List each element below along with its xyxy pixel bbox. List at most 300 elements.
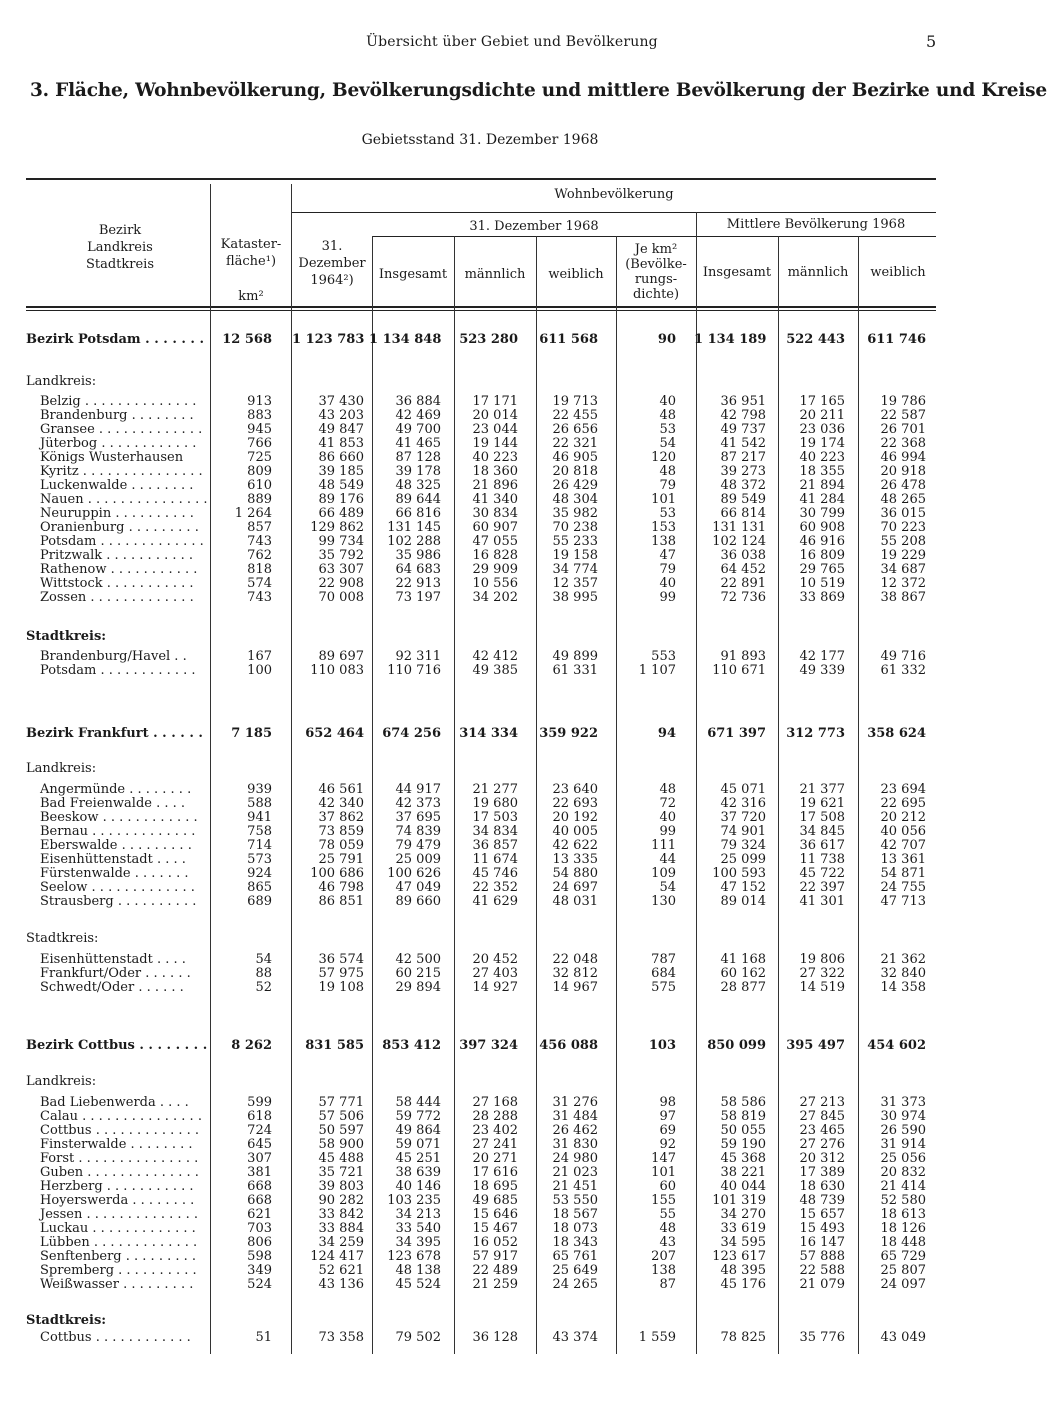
row-name: Herzberg . . . . . . . . . . .: [40, 1179, 194, 1194]
cell-katasterflaeche: 88: [255, 966, 272, 981]
table-row: [0, 981, 1024, 995]
cell-weiblich-mittel: 358 624: [867, 726, 926, 741]
cell-dez-1964: 49 847: [318, 422, 364, 437]
cell-dichte: 575: [651, 980, 676, 995]
row-name: Schwedt/Oder . . . . . .: [40, 980, 184, 995]
table-subtitle: [0, 132, 960, 148]
cell-dez-1964: 73 358: [318, 1330, 364, 1345]
cell-insgesamt-1968: 92 311: [395, 649, 441, 664]
cell-katasterflaeche: 668: [247, 1193, 272, 1208]
header-dichte-line4: dichte): [632, 287, 680, 302]
cell-maennlich-1968: 36 128: [472, 1330, 518, 1345]
row-name: Bad Liebenwerda . . . .: [40, 1095, 189, 1110]
section-label: Stadtkreis:: [26, 931, 99, 946]
cell-insgesamt-mittel: 74 901: [720, 824, 766, 839]
cell-dez-1964: 110 083: [310, 663, 364, 678]
cell-dez-1964: 39 185: [318, 464, 364, 479]
cell-maennlich-1968: 36 857: [472, 838, 518, 853]
cell-insgesamt-mittel: 28 877: [720, 980, 766, 995]
cell-insgesamt-mittel: 1 134 189: [694, 332, 767, 347]
cell-insgesamt-1968: 89 660: [395, 894, 441, 909]
cell-insgesamt-mittel: 110 671: [712, 663, 766, 678]
table-row: [0, 395, 1024, 409]
cell-insgesamt-mittel: 66 814: [720, 506, 766, 521]
cell-maennlich-1968: 27 168: [472, 1095, 518, 1110]
cell-dez-1964: 73 859: [318, 824, 364, 839]
cell-dichte: 92: [659, 1137, 676, 1152]
header-bezirk: [40, 222, 200, 273]
cell-weiblich-mittel: 32 840: [880, 966, 926, 981]
header-dichte-line1: Je km²: [634, 242, 678, 257]
cell-maennlich-1968: 523 280: [459, 332, 518, 347]
cell-weiblich-1968: 53 550: [552, 1193, 598, 1208]
cell-dez-1964: 1 123 783: [292, 332, 365, 347]
cell-katasterflaeche: 645: [247, 1137, 272, 1152]
row-name: Weißwasser . . . . . . . . .: [40, 1277, 194, 1292]
cell-katasterflaeche: 945: [247, 422, 272, 437]
cell-dez-1964: 35 792: [318, 548, 364, 563]
row-name: Wittstock . . . . . . . . . . .: [40, 576, 194, 591]
cell-insgesamt-1968: 38 639: [395, 1165, 441, 1180]
cell-dez-1964: 831 585: [305, 1038, 364, 1053]
cell-katasterflaeche: 52: [255, 980, 272, 995]
cell-maennlich-1968: 27 403: [472, 966, 518, 981]
cell-katasterflaeche: 621: [247, 1207, 272, 1222]
table-row: [0, 664, 1024, 678]
row-name: Potsdam . . . . . . . . . . . . .: [40, 534, 204, 549]
cell-dichte: 48: [659, 464, 676, 479]
cell-dichte: 111: [651, 838, 676, 853]
cell-weiblich-1968: 26 462: [552, 1123, 598, 1138]
cell-katasterflaeche: 689: [247, 894, 272, 909]
cell-insgesamt-mittel: 33 619: [720, 1221, 766, 1236]
cell-insgesamt-mittel: 42 316: [720, 796, 766, 811]
cell-insgesamt-1968: 42 500: [395, 952, 441, 967]
table-row: [0, 465, 1024, 479]
row-name: Bad Freienwalde . . . .: [40, 796, 186, 811]
cell-katasterflaeche: 818: [247, 562, 272, 577]
cell-maennlich-1968: 42 412: [472, 649, 518, 664]
cell-weiblich-mittel: 43 049: [880, 1330, 926, 1345]
table-row: [0, 1264, 1024, 1278]
cell-dez-1964: 89 176: [318, 492, 364, 507]
table-row: [0, 1331, 1024, 1345]
cell-dez-1964: 39 803: [318, 1179, 364, 1194]
row-name: Bezirk Potsdam . . . . . . .: [26, 332, 205, 347]
cell-dez-1964: 78 059: [318, 838, 364, 853]
cell-dichte: 120: [651, 450, 676, 465]
header-katasterflaeche: [211, 236, 291, 305]
cell-insgesamt-1968: 49 864: [395, 1123, 441, 1138]
cell-dez-1964: 66 489: [318, 506, 364, 521]
header-bezirk-line1: Bezirk: [98, 223, 142, 238]
cell-katasterflaeche: 307: [247, 1151, 272, 1166]
cell-dichte: 553: [651, 649, 676, 664]
cell-insgesamt-mittel: 87 217: [720, 450, 766, 465]
cell-katasterflaeche: 524: [247, 1277, 272, 1292]
cell-katasterflaeche: 889: [247, 492, 272, 507]
row-name: Königs Wusterhausen: [40, 450, 184, 465]
cell-katasterflaeche: 857: [247, 520, 272, 535]
cell-weiblich-mittel: 48 265: [880, 492, 926, 507]
header-bezirk-line3: Stadtkreis: [85, 257, 155, 272]
cell-maennlich-mittel: 33 869: [799, 590, 845, 605]
page-number: 5: [926, 32, 937, 51]
cell-katasterflaeche: 51: [255, 1330, 272, 1345]
table-row: [0, 591, 1024, 605]
cell-weiblich-1968: 48 304: [552, 492, 598, 507]
cell-katasterflaeche: 618: [247, 1109, 272, 1124]
cell-dez-1964: 89 697: [318, 649, 364, 664]
cell-maennlich-mittel: 11 738: [799, 852, 845, 867]
cell-weiblich-mittel: 55 208: [880, 534, 926, 549]
cell-insgesamt-1968: 41 465: [395, 436, 441, 451]
cell-maennlich-1968: 41 340: [472, 492, 518, 507]
row-name: Oranienburg . . . . . . . . .: [40, 520, 199, 535]
cell-weiblich-1968: 19 158: [552, 548, 598, 563]
cell-insgesamt-mittel: 39 273: [720, 464, 766, 479]
cell-insgesamt-mittel: 41 542: [720, 436, 766, 451]
row-name: Spremberg . . . . . . . . . .: [40, 1263, 197, 1278]
cell-weiblich-mittel: 65 729: [880, 1249, 926, 1264]
cell-insgesamt-mittel: 25 099: [720, 852, 766, 867]
cell-insgesamt-1968: 58 444: [395, 1095, 441, 1110]
cell-maennlich-mittel: 21 079: [799, 1277, 845, 1292]
cell-weiblich-mittel: 24 755: [880, 880, 926, 895]
header-bottom-rule: [26, 306, 936, 308]
cell-dichte: 43: [659, 1235, 676, 1250]
cell-maennlich-1968: 49 685: [472, 1193, 518, 1208]
cell-weiblich-1968: 25 649: [552, 1263, 598, 1278]
cell-katasterflaeche: 939: [247, 782, 272, 797]
cell-maennlich-mittel: 18 355: [799, 464, 845, 479]
cell-weiblich-1968: 31 830: [552, 1137, 598, 1152]
cell-insgesamt-mittel: 38 221: [720, 1165, 766, 1180]
row-name: Jessen . . . . . . . . . . . . . .: [40, 1207, 199, 1222]
cell-insgesamt-mittel: 48 395: [720, 1263, 766, 1278]
cell-dez-1964: 57 975: [318, 966, 364, 981]
cell-dez-1964: 129 862: [310, 520, 364, 535]
cell-dichte: 155: [651, 1193, 676, 1208]
cell-weiblich-1968: 18 567: [552, 1207, 598, 1222]
cell-weiblich-mittel: 18 126: [880, 1221, 926, 1236]
header-insgesamt: Insgesamt: [378, 267, 448, 282]
header-kataster-line2: fläche¹): [225, 254, 277, 269]
cell-dez-1964: 43 203: [318, 408, 364, 423]
cell-dichte: 153: [651, 520, 676, 535]
table-row: [0, 493, 1024, 507]
cell-maennlich-1968: 10 556: [472, 576, 518, 591]
cell-insgesamt-mittel: 50 055: [720, 1123, 766, 1138]
cell-weiblich-1968: 22 321: [552, 436, 598, 451]
cell-weiblich-1968: 55 233: [552, 534, 598, 549]
cell-katasterflaeche: 725: [247, 450, 272, 465]
cell-katasterflaeche: 668: [247, 1179, 272, 1194]
cell-maennlich-mittel: 22 588: [799, 1263, 845, 1278]
row-name: Forst . . . . . . . . . . . . . . .: [40, 1151, 199, 1166]
row-name: Rathenow . . . . . . . . . . .: [40, 562, 198, 577]
cell-katasterflaeche: 7 185: [231, 726, 272, 741]
cell-dichte: 99: [659, 824, 676, 839]
cell-katasterflaeche: 1 264: [234, 506, 272, 521]
cell-maennlich-1968: 34 202: [472, 590, 518, 605]
header-rule-wohn: [292, 212, 936, 213]
table-row: [0, 1166, 1024, 1180]
cell-insgesamt-mittel: 49 737: [720, 422, 766, 437]
cell-weiblich-mittel: 47 713: [880, 894, 926, 909]
cell-katasterflaeche: 349: [247, 1263, 272, 1278]
cell-dichte: 87: [659, 1277, 676, 1292]
cell-weiblich-1968: 20 818: [552, 464, 598, 479]
cell-maennlich-mittel: 49 339: [799, 663, 845, 678]
cell-insgesamt-mittel: 101 319: [712, 1193, 766, 1208]
cell-maennlich-mittel: 40 223: [799, 450, 845, 465]
table-row: [0, 1124, 1024, 1138]
cell-weiblich-1968: 70 238: [552, 520, 598, 535]
table-title: 3. Fläche, Wohnbevölkerung, Bevölkerungsdichte und mittlere Bevölkerung der Bezirke und Kreise: [30, 80, 1047, 101]
cell-weiblich-mittel: 40 056: [880, 824, 926, 839]
table-row: [0, 881, 1024, 895]
cell-dichte: 130: [651, 894, 676, 909]
cell-katasterflaeche: 743: [247, 590, 272, 605]
cell-weiblich-1968: 31 276: [552, 1095, 598, 1110]
row-name: Neuruppin . . . . . . . . . .: [40, 506, 194, 521]
cell-weiblich-mittel: 31 914: [880, 1137, 926, 1152]
cell-weiblich-mittel: 25 056: [880, 1151, 926, 1166]
cell-dichte: 53: [659, 422, 676, 437]
header-dez-1968: 31. Dezember 1968: [469, 219, 599, 234]
cell-weiblich-mittel: 21 414: [880, 1179, 926, 1194]
table-row: [0, 839, 1024, 853]
cell-dez-1964: 86 660: [318, 450, 364, 465]
cell-katasterflaeche: 806: [247, 1235, 272, 1250]
cell-insgesamt-1968: 59 071: [395, 1137, 441, 1152]
header-kataster-line1: Kataster-: [220, 237, 282, 252]
cell-insgesamt-1968: 37 695: [395, 810, 441, 825]
cell-dichte: 98: [659, 1095, 676, 1110]
table-row: [0, 423, 1024, 437]
cell-dichte: 53: [659, 506, 676, 521]
cell-weiblich-1968: 26 429: [552, 478, 598, 493]
cell-maennlich-1968: 18 695: [472, 1179, 518, 1194]
cell-weiblich-1968: 20 192: [552, 810, 598, 825]
cell-katasterflaeche: 703: [247, 1221, 272, 1236]
header-dez-1964: [292, 238, 372, 289]
cell-insgesamt-1968: 33 540: [395, 1221, 441, 1236]
cell-weiblich-1968: 359 922: [539, 726, 598, 741]
row-name: Bezirk Frankfurt . . . . . .: [26, 726, 203, 741]
cell-dez-1964: 37 430: [318, 394, 364, 409]
cell-maennlich-mittel: 15 493: [799, 1221, 845, 1236]
table-row: [0, 853, 1024, 867]
row-name: Kyritz . . . . . . . . . . . . . . .: [40, 464, 203, 479]
cell-dez-1964: 48 549: [318, 478, 364, 493]
cell-katasterflaeche: 54: [255, 952, 272, 967]
cell-weiblich-1968: 19 713: [552, 394, 598, 409]
cell-insgesamt-1968: 102 288: [387, 534, 441, 549]
cell-weiblich-mittel: 52 580: [880, 1193, 926, 1208]
cell-weiblich-1968: 24 697: [552, 880, 598, 895]
cell-dez-1964: 70 008: [318, 590, 364, 605]
cell-maennlich-1968: 19 144: [472, 436, 518, 451]
cell-dez-1964: 33 842: [318, 1207, 364, 1222]
row-name: Brandenburg . . . . . . . .: [40, 408, 194, 423]
cell-weiblich-1968: 65 761: [552, 1249, 598, 1264]
row-name: Fürstenwalde . . . . . . .: [40, 866, 189, 881]
cell-dichte: 101: [651, 492, 676, 507]
table-row: [0, 967, 1024, 981]
cell-insgesamt-mittel: 45 368: [720, 1151, 766, 1166]
cell-maennlich-mittel: 23 036: [799, 422, 845, 437]
table-row: [0, 521, 1024, 535]
cell-weiblich-1968: 21 023: [552, 1165, 598, 1180]
cell-dichte: 79: [659, 562, 676, 577]
cell-katasterflaeche: 12 568: [222, 332, 272, 347]
cell-dez-1964: 58 900: [318, 1137, 364, 1152]
cell-weiblich-mittel: 46 994: [880, 450, 926, 465]
header-wohnbevoelkerung: Wohnbevölkerung: [554, 187, 674, 202]
cell-maennlich-mittel: 42 177: [799, 649, 845, 664]
cell-insgesamt-1968: 100 626: [387, 866, 441, 881]
cell-dez-1964: 124 417: [310, 1249, 364, 1264]
header-maennlich-mittel: männlich: [787, 265, 849, 280]
cell-weiblich-1968: 49 899: [552, 649, 598, 664]
cell-dez-1964: 52 621: [318, 1263, 364, 1278]
table-row: [0, 650, 1024, 664]
cell-insgesamt-1968: 79 502: [395, 1330, 441, 1345]
cell-katasterflaeche: 724: [247, 1123, 272, 1138]
cell-weiblich-1968: 48 031: [552, 894, 598, 909]
cell-dez-1964: 100 686: [310, 866, 364, 881]
cell-maennlich-mittel: 45 722: [799, 866, 845, 881]
cell-insgesamt-mittel: 91 893: [720, 649, 766, 664]
table-row: [0, 535, 1024, 549]
cell-maennlich-mittel: 19 621: [799, 796, 845, 811]
cell-maennlich-1968: 20 452: [472, 952, 518, 967]
header-rule-sub: [372, 236, 936, 237]
cell-weiblich-mittel: 20 918: [880, 464, 926, 479]
cell-maennlich-1968: 28 288: [472, 1109, 518, 1124]
cell-weiblich-1968: 13 335: [552, 852, 598, 867]
table-row: [0, 1208, 1024, 1222]
header-dichte-line3: rungs-: [634, 272, 678, 287]
cell-maennlich-mittel: 16 809: [799, 548, 845, 563]
cell-weiblich-1968: 18 073: [552, 1221, 598, 1236]
header-weiblich: weiblich: [548, 267, 604, 282]
cell-insgesamt-1968: 48 138: [395, 1263, 441, 1278]
cell-weiblich-mittel: 14 358: [880, 980, 926, 995]
cell-weiblich-1968: 40 005: [552, 824, 598, 839]
cell-maennlich-1968: 18 360: [472, 464, 518, 479]
cell-maennlich-1968: 19 680: [472, 796, 518, 811]
table-row: [0, 549, 1024, 563]
cell-maennlich-mittel: 14 519: [799, 980, 845, 995]
cell-maennlich-1968: 14 927: [472, 980, 518, 995]
cell-dez-1964: 41 853: [318, 436, 364, 451]
cell-insgesamt-1968: 47 049: [395, 880, 441, 895]
cell-katasterflaeche: 924: [247, 866, 272, 881]
cell-maennlich-1968: 11 674: [472, 852, 518, 867]
cell-katasterflaeche: 100: [247, 663, 272, 678]
cell-maennlich-mittel: 30 799: [799, 506, 845, 521]
table-row: [0, 1236, 1024, 1250]
cell-insgesamt-1968: 123 678: [387, 1249, 441, 1264]
subtitle-text: Gebietsstand 31. Dezember 1968: [361, 132, 599, 148]
cell-dichte: 40: [659, 576, 676, 591]
cell-maennlich-1968: 20 271: [472, 1151, 518, 1166]
cell-maennlich-mittel: 16 147: [799, 1235, 845, 1250]
cell-weiblich-mittel: 18 448: [880, 1235, 926, 1250]
cell-weiblich-1968: 24 980: [552, 1151, 598, 1166]
cell-insgesamt-1968: 110 716: [387, 663, 441, 678]
row-name: Calau . . . . . . . . . . . . . . .: [40, 1109, 202, 1124]
table-row: [0, 895, 1024, 909]
cell-maennlich-1968: 16 828: [472, 548, 518, 563]
row-name: Finsterwalde . . . . . . . .: [40, 1137, 193, 1152]
cell-weiblich-mittel: 12 372: [880, 576, 926, 591]
cell-dichte: 97: [659, 1109, 676, 1124]
cell-dez-1964: 42 340: [318, 796, 364, 811]
cell-dichte: 787: [651, 952, 676, 967]
cell-weiblich-mittel: 34 687: [880, 562, 926, 577]
cell-weiblich-1968: 24 265: [552, 1277, 598, 1292]
cell-maennlich-mittel: 17 389: [799, 1165, 845, 1180]
cell-dez-1964: 35 721: [318, 1165, 364, 1180]
cell-weiblich-mittel: 22 695: [880, 796, 926, 811]
table-row: [0, 867, 1024, 881]
cell-weiblich-1968: 12 357: [552, 576, 598, 591]
cell-insgesamt-mittel: 34 595: [720, 1235, 766, 1250]
row-name: Brandenburg/Havel . .: [40, 649, 187, 664]
cell-insgesamt-1968: 44 917: [395, 782, 441, 797]
row-name: Zossen . . . . . . . . . . . . .: [40, 590, 194, 605]
cell-maennlich-1968: 27 241: [472, 1137, 518, 1152]
cell-katasterflaeche: 809: [247, 464, 272, 479]
cell-dichte: 147: [651, 1151, 676, 1166]
cell-insgesamt-mittel: 42 798: [720, 408, 766, 423]
cell-weiblich-mittel: 30 974: [880, 1109, 926, 1124]
cell-maennlich-mittel: 20 211: [799, 408, 845, 423]
section-label: Landkreis:: [26, 761, 97, 776]
cell-dez-1964: 99 734: [318, 534, 364, 549]
cell-maennlich-1968: 41 629: [472, 894, 518, 909]
cell-insgesamt-1968: 1 134 848: [369, 332, 442, 347]
cell-insgesamt-1968: 42 469: [395, 408, 441, 423]
cell-dez-1964: 34 259: [318, 1235, 364, 1250]
cell-dichte: 94: [657, 726, 676, 741]
cell-weiblich-1968: 43 374: [552, 1330, 598, 1345]
header-bottom-rule-2: [26, 310, 936, 311]
header-dichte: [616, 242, 696, 302]
cell-maennlich-mittel: 48 739: [799, 1193, 845, 1208]
section-label: Stadtkreis:: [26, 1313, 107, 1328]
cell-insgesamt-mittel: 131 131: [712, 520, 766, 535]
cell-insgesamt-mittel: 123 617: [712, 1249, 766, 1264]
cell-katasterflaeche: 743: [247, 534, 272, 549]
cell-dichte: 48: [659, 1221, 676, 1236]
cell-insgesamt-mittel: 48 372: [720, 478, 766, 493]
cell-dichte: 72: [659, 796, 676, 811]
cell-dez-1964: 22 908: [318, 576, 364, 591]
cell-insgesamt-mittel: 671 397: [707, 726, 766, 741]
cell-insgesamt-1968: 103 235: [387, 1193, 441, 1208]
cell-insgesamt-1968: 36 884: [395, 394, 441, 409]
table-row: [0, 1138, 1024, 1152]
row-name: Strausberg . . . . . . . . . .: [40, 894, 197, 909]
cell-dichte: 138: [651, 534, 676, 549]
table-row: [0, 1194, 1024, 1208]
cell-insgesamt-mittel: 59 190: [720, 1137, 766, 1152]
